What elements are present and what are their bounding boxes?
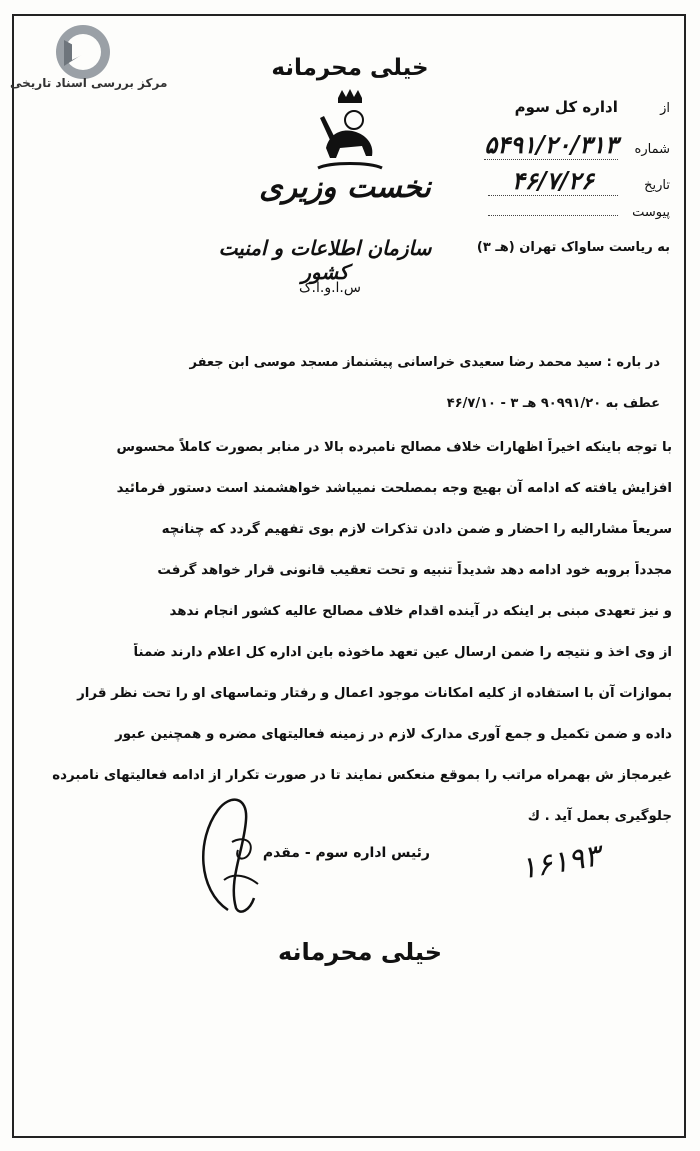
number-label: شماره xyxy=(634,142,670,157)
attachment-value xyxy=(488,215,618,216)
number-value: ۵۴۹۱/۲۰/۳۱۳ xyxy=(484,130,618,159)
reference-line: عطف به ۹۰۹۹۱/۲۰ هـ ۳ - ۴۶/۷/۱۰ xyxy=(446,396,660,411)
classification-top: خیلی محرمانه xyxy=(271,55,429,81)
classification-bottom: خیلی محرمانه xyxy=(277,938,443,966)
body-line: افزایش یافته که ادامه آن بهیچ وجه بمصلحت نمیباشد خواهشمند است دستور فرمائید xyxy=(116,481,672,496)
body-line: داده و ضمن تکمیل و جمع آوری مدارک لازم در زمینه فعالیتهای مضره و همچنین عبور xyxy=(115,727,672,742)
org-line2: سازمان اطلاعات و امنیت کشور xyxy=(218,236,432,284)
body-line: سریعاً مشارالیه را احضار و ضمن دادن تذکرات لازم بوی تفهیم گردد که چنانچه xyxy=(161,522,672,537)
attachment-label: پیوست xyxy=(632,205,670,220)
from-value: اداره کل سوم xyxy=(514,98,618,116)
body-line: جلوگیری بعمل آید . ك xyxy=(527,809,672,824)
number-row xyxy=(484,130,670,160)
date-row xyxy=(488,166,670,196)
org-code: س.ا.و.ا.ک xyxy=(299,280,361,296)
handwritten-number: ۱۶۱۹۳ xyxy=(517,838,604,887)
subject-line: در باره : سید محمد رضا سعیدی خراسانی پیشنماز مسجد موسی ابن جعفر xyxy=(189,355,660,370)
watermark-text: مرکز بررسی اسناد تاریخی xyxy=(10,76,168,90)
body-line: از وی اخذ و نتیجه را ضمن ارسال عین تعهد ماخوذه باین اداره کل اعلام دارند ضمناً xyxy=(133,645,672,660)
date-label: تاریخ xyxy=(644,178,670,193)
org-line1: نخست وزیری xyxy=(259,170,431,205)
recipient: به ریاست ساواک تهران (هـ ۳) xyxy=(476,240,670,255)
date-value: ۴۶/۷/۲۶ xyxy=(488,166,618,196)
from-label: از xyxy=(660,101,670,116)
archive-logo-icon xyxy=(50,22,116,82)
body-line: غیرمجاز ش بهمراه مراتب را بموقع منعکس نمایند تا در صورت تکرار از ادامه فعالیتهای نامبرده xyxy=(52,768,672,783)
body-line: با توجه باینکه اخیراً اظهارات خلاف مصالح نامبرده بالا در منابر بصورت کاملاً محسوس xyxy=(116,440,672,455)
from-row xyxy=(515,98,670,116)
letter-body xyxy=(42,438,672,848)
signatory: رئیس اداره سوم - مقدم xyxy=(262,845,430,861)
attachment-row xyxy=(488,205,670,220)
body-line: مجدداً بروبه خود ادامه دهد شدیداً تنبیه و تحت تعقیب قانونی قرار خواهد گرفت xyxy=(157,563,672,578)
lion-and-sun-emblem-icon xyxy=(300,88,400,180)
body-line: و نیز تعهدی مبنی بر اینکه در آینده اقدام خلاف مصالح عالیه کشور انجام ندهد xyxy=(169,604,672,619)
body-line: بموازات آن با استفاده از کلیه امکانات موجود اعمال و رفتار وتماسهای او را تحت نظر قرار xyxy=(77,686,672,701)
